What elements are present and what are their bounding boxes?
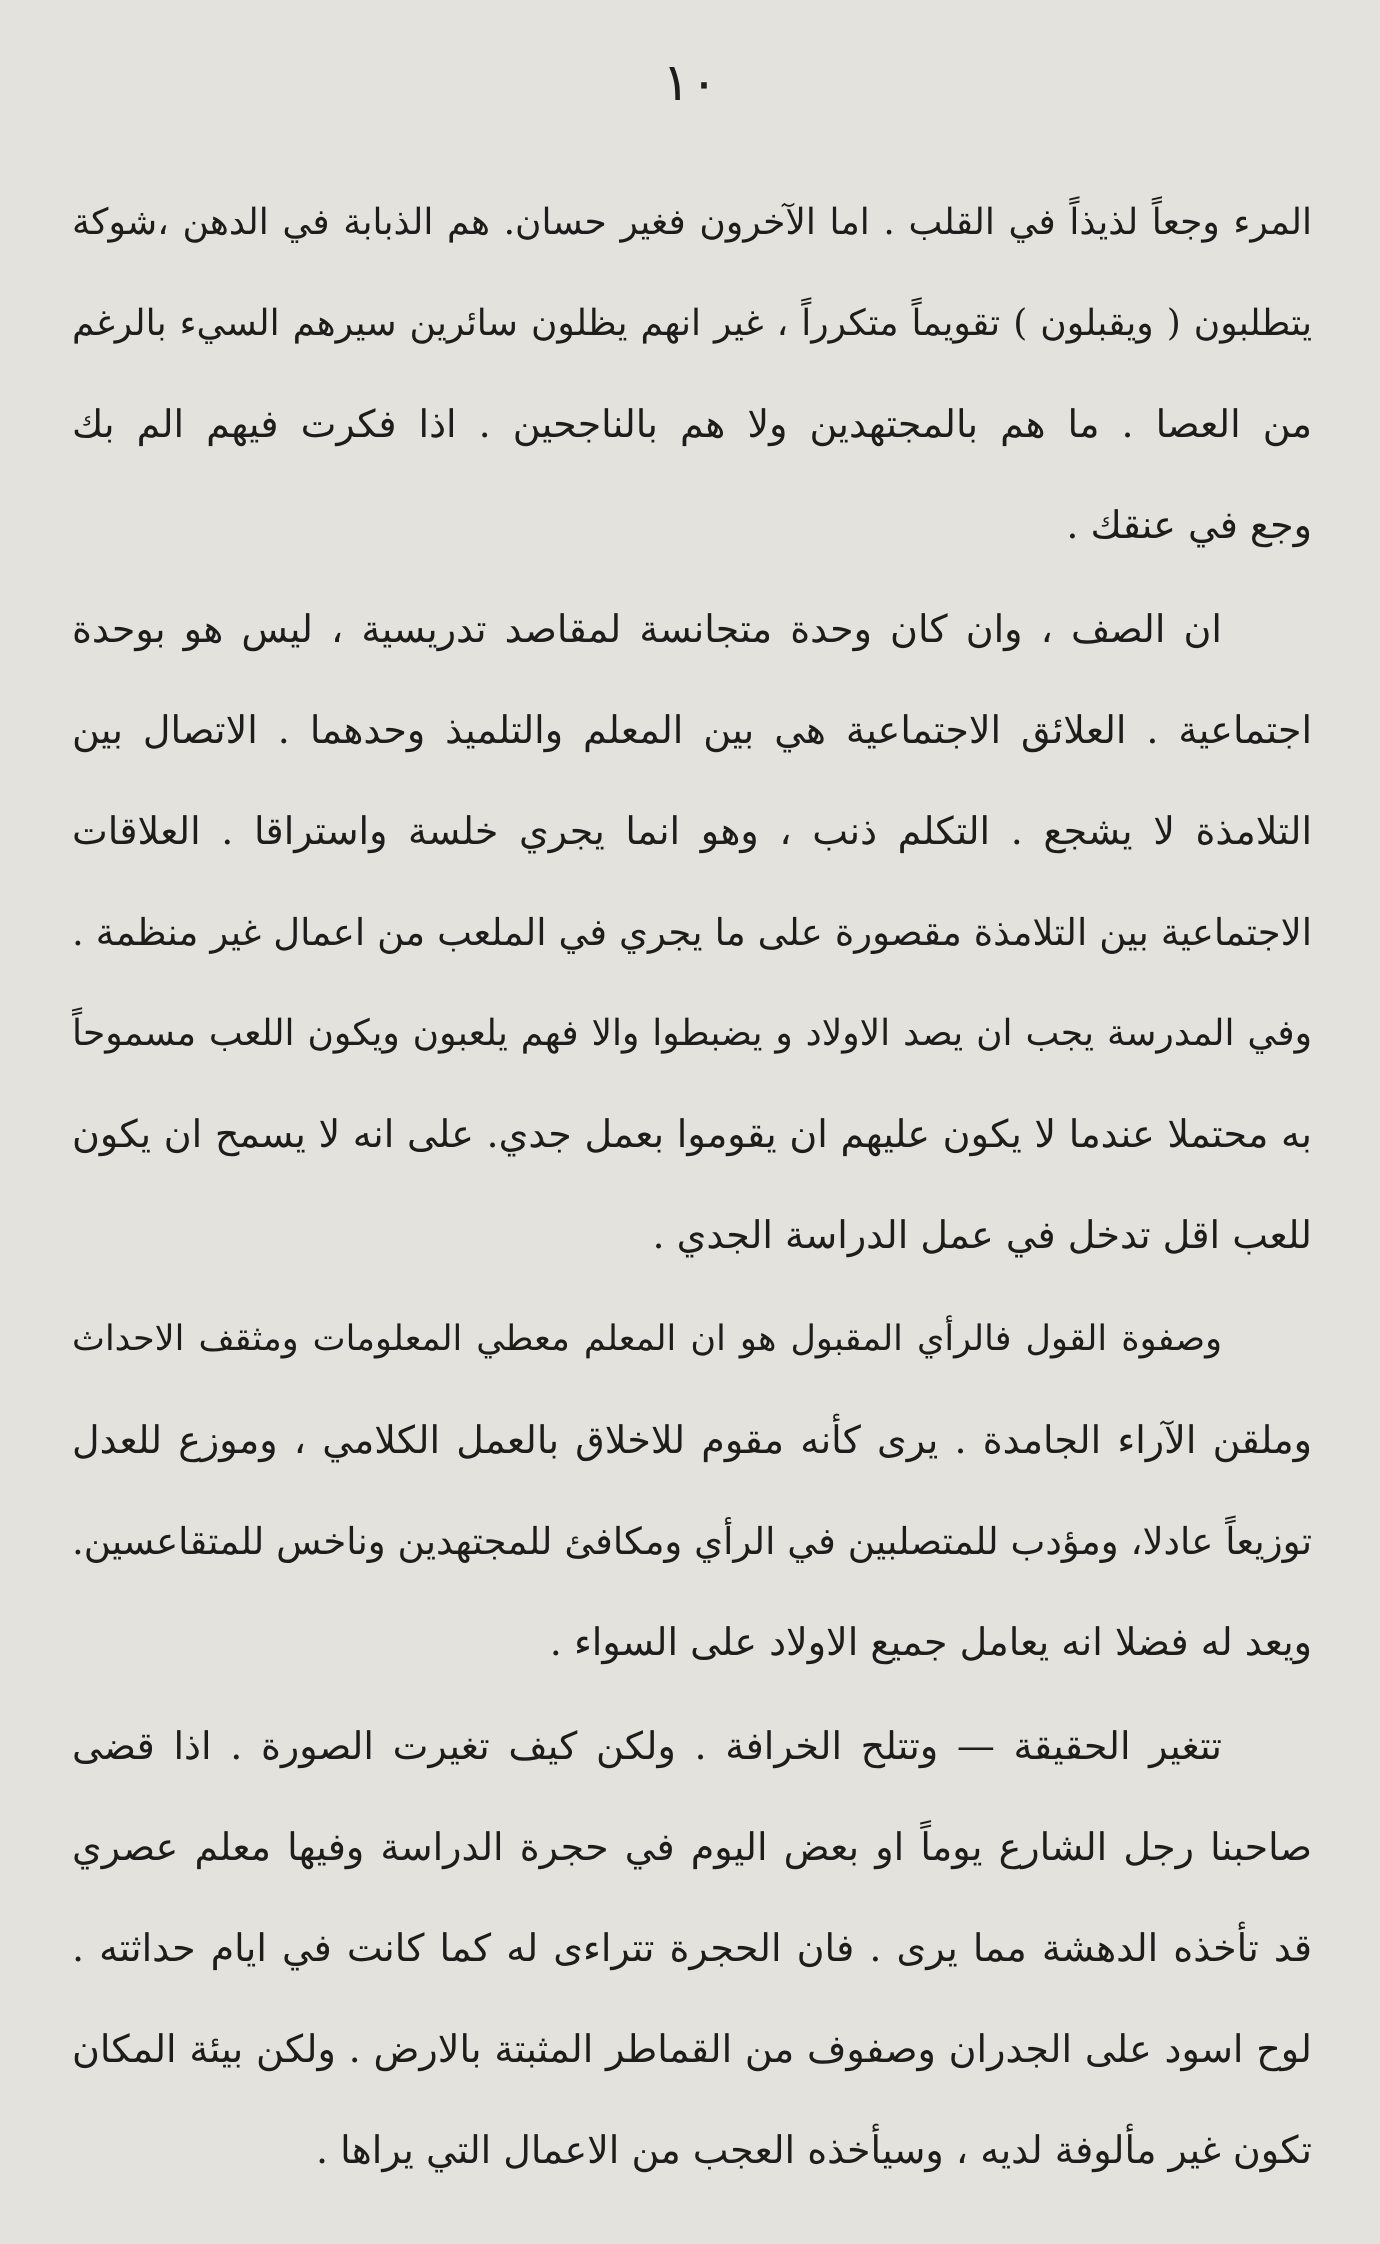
page-body: [72, 172, 1312, 2204]
text-line: للعب اقل تدخل في عمل الدراسة الجدي .: [652, 1213, 1312, 1257]
text-line: وفي المدرسة يجب ان يصد الاولاد و يضبطوا والا فهم يلعبون ويكون اللعب مسموحاً: [72, 1013, 1312, 1054]
text-line: تتغير الحقيقة — وتتلح الخرافة . ولكن كيف تغيرت الصورة . اذا قضى: [72, 1724, 1222, 1768]
page-number: ١٠: [662, 53, 718, 113]
text-line: ويعد له فضلا انه يعامل جميع الاولاد على السواء .: [549, 1620, 1312, 1664]
text-line: المرء وجعاً لذيذاً في القلب . اما الآخرون فغير حسان. هم الذبابة في الدهن ،شوكة: [72, 202, 1312, 243]
text-line: صاحبنا رجل الشارع يوماً او بعض اليوم في حجرة الدراسة وفيها معلم عصري: [72, 1825, 1312, 1869]
text-line: تكون غير مألوفة لديه ، وسيأخذه العجب من الاعمال التي يراها .: [316, 2128, 1312, 2172]
text-line: توزيعاً عادلا، ومؤدب للمتصلبين في الرأي ومكافئ للمجتهدين وناخس للمتقاعسين.: [72, 1520, 1312, 1563]
text-line: به محتملا عندما لا يكون عليهم ان يقوموا بعمل جدي. على انه لا يسمح ان يكون: [72, 1112, 1312, 1156]
text-line: ان الصف ، وان كان وحدة متجانسة لمقاصد تدريسية ، ليس هو بوحدة: [72, 607, 1222, 651]
paragraph-4: [72, 1696, 1312, 2201]
text-line: وجع في عنقك .: [1066, 503, 1312, 547]
text-line: وصفوة القول فالرأي المقبول هو ان المعلم معطي المعلومات ومثقف الاحداث: [72, 1319, 1222, 1359]
text-line: وملقن الآراء الجامدة . يرى كأنه مقوم للاخلاق بالعمل الكلامي ، وموزع للعدل: [72, 1418, 1312, 1462]
paragraph-1: [72, 172, 1312, 576]
text-line: الاجتماعية بين التلامذة مقصورة على ما يجري في الملعب من اعمال غير منظمة .: [72, 911, 1312, 954]
text-line: لوح اسود على الجدران وصفوف من القماطر المثبتة بالارض . ولكن بيئة المكان: [72, 2027, 1312, 2071]
text-line: اجتماعية . العلائق الاجتماعية هي بين المعلم والتلميذ وحدهما . الاتصال بين: [72, 708, 1312, 752]
text-line: من العصا . ما هم بالمجتهدين ولا هم بالناجحين . اذا فكرت فيهم الم بك: [72, 402, 1312, 446]
text-line: قد تأخذه الدهشة مما يرى . فان الحجرة تتراءى له كما كانت في ايام حداثته .: [72, 1926, 1312, 1970]
text-line: التلامذة لا يشجع . التكلم ذنب ، وهو انما يجري خلسة واستراقا . العلاقات: [72, 809, 1312, 853]
paragraph-3: [72, 1289, 1312, 1693]
text-line: يتطلبون ( ويقبلون ) تقويماً متكرراً ، غير انهم يظلون سائرين سيرهم السيء بالرغم: [72, 303, 1312, 344]
paragraph-2: [72, 579, 1312, 1286]
